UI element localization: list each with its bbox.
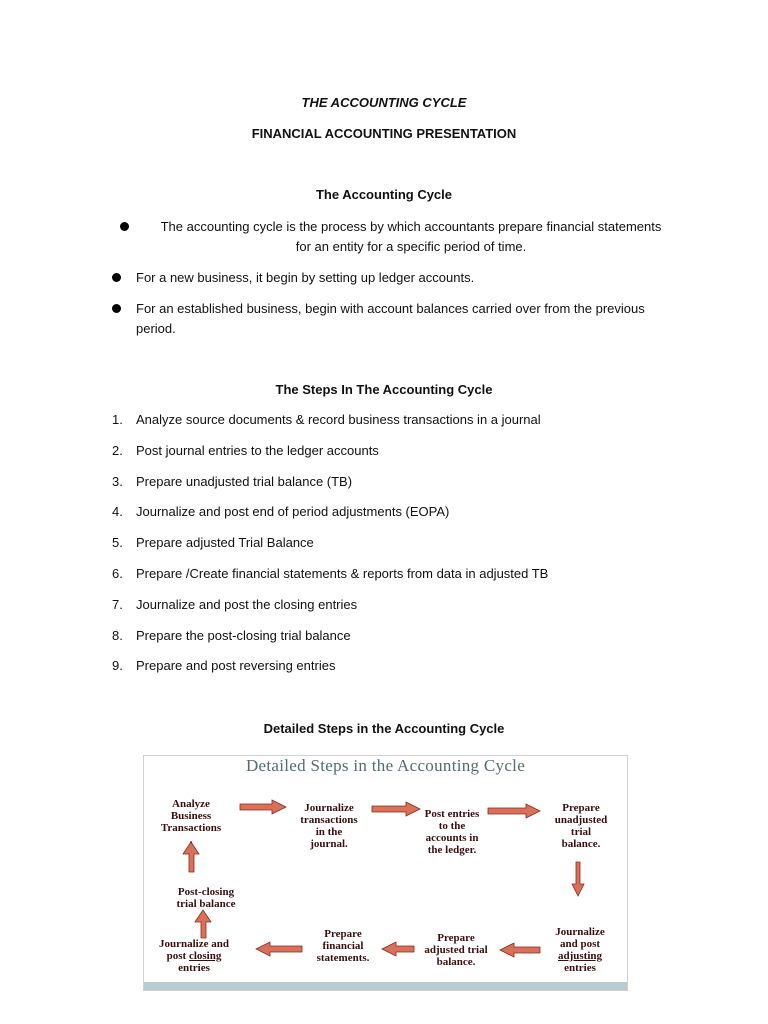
bullet-item bbox=[112, 299, 692, 339]
list-item: 4. Journalize and post end of period adjustments (EOPA) bbox=[112, 504, 450, 520]
list-item: 9. Prepare and post reversing entries bbox=[112, 658, 336, 674]
arrow-left-icon bbox=[256, 942, 302, 956]
node-journalize-transactions: Journalize transactions in the journal. bbox=[300, 802, 358, 850]
arrow-down-icon bbox=[572, 862, 584, 896]
list-item: 2. Post journal entries to the ledger accounts bbox=[112, 442, 379, 458]
section-heading-accounting-cycle: The Accounting Cycle bbox=[315, 187, 453, 202]
bullet-dot-icon bbox=[120, 222, 129, 231]
section-heading-steps: The Steps In The Accounting Cycle bbox=[275, 382, 493, 397]
node-adjusted-trial-balance: Prepare adjusted trial balance. bbox=[424, 932, 488, 968]
bullet-item bbox=[120, 217, 680, 257]
steps-list bbox=[112, 412, 548, 689]
node-financial-statements: Prepare financial statements. bbox=[316, 928, 370, 964]
bullet-item bbox=[112, 268, 692, 288]
bullet-text: For a new business, it begin by setting up ledger accounts. bbox=[136, 270, 475, 285]
arrow-up-icon bbox=[183, 842, 199, 872]
bullet-text: The accounting cycle is the process by which accountants prepare financial statements bbox=[160, 219, 662, 234]
node-post-closing-trial-balance: Post-closing trial balance bbox=[176, 886, 236, 910]
arrow-right-icon bbox=[488, 804, 540, 818]
document-title: THE ACCOUNTING CYCLE bbox=[301, 95, 467, 110]
bullet-text: For an established business, begin with account balances carried over from the previous bbox=[136, 301, 645, 316]
list-item: 6. Prepare /Create financial statements & reports from data in adjusted TB bbox=[112, 565, 549, 581]
node-adjusting-entries: Journalize and post adjusting entries bbox=[555, 926, 605, 974]
list-item: 8. Prepare the post-closing trial balance bbox=[112, 627, 351, 643]
document-subtitle: FINANCIAL ACCOUNTING PRESENTATION bbox=[251, 126, 517, 141]
accounting-cycle-diagram bbox=[143, 755, 628, 991]
bullet-dot-icon bbox=[112, 273, 121, 282]
list-item: 1. Analyze source documents & record business transactions in a journal bbox=[112, 412, 541, 427]
section-heading-detailed-steps: Detailed Steps in the Accounting Cycle bbox=[263, 721, 505, 736]
node-post-entries: Post entries to the accounts in the ledger. bbox=[424, 808, 480, 856]
diagram-bottom-bar bbox=[144, 982, 627, 990]
bullet-text: period. bbox=[136, 321, 176, 336]
arrow-up-icon bbox=[195, 910, 211, 938]
arrow-left-icon bbox=[500, 943, 540, 957]
arrow-right-icon bbox=[240, 800, 286, 814]
node-closing-entries: Journalize and post closing entries bbox=[159, 938, 229, 974]
node-analyze: Analyze Business Transactions . bbox=[160, 798, 222, 846]
bullet-dot-icon bbox=[112, 304, 121, 313]
node-unadjusted-trial-balance: Prepare unadjusted trial balance. bbox=[554, 802, 608, 850]
list-item: 7. Journalize and post the closing entries bbox=[112, 596, 358, 612]
list-item: 3. Prepare unadjusted trial balance (TB) bbox=[112, 473, 353, 489]
bullet-text: for an entity for a specific period of time. bbox=[295, 239, 527, 254]
list-item: 5. Prepare adjusted Trial Balance bbox=[112, 535, 314, 551]
diagram-title: Detailed Steps in the Accounting Cycle bbox=[245, 756, 526, 775]
